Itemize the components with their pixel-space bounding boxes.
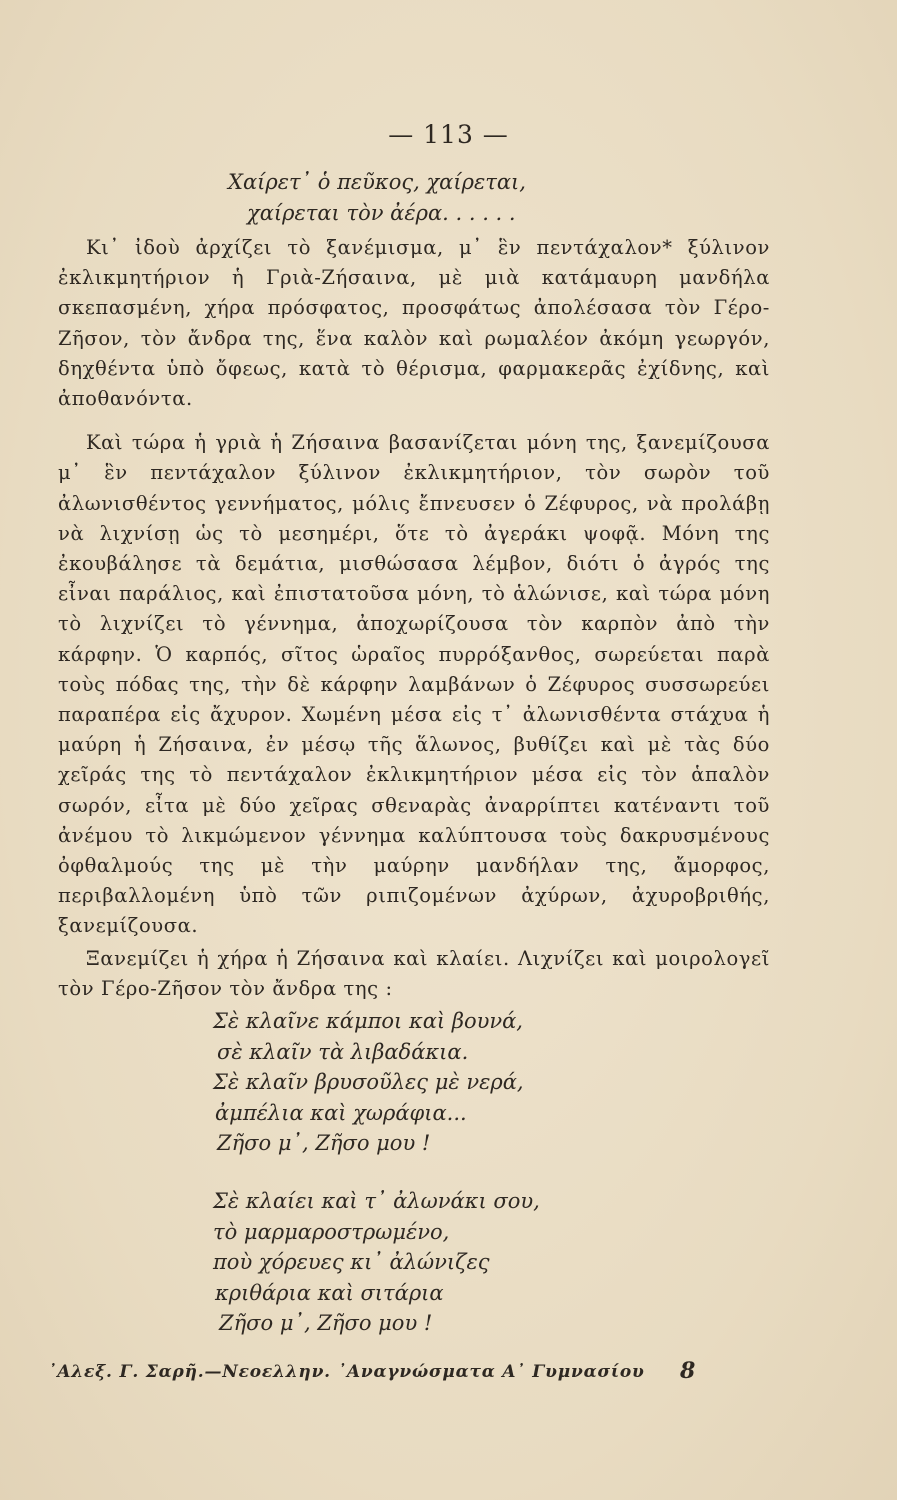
stanza-1-line-3: Σὲ κλαῖν βρυσοῦλες μὲ νερά,	[213, 1070, 524, 1094]
paragraph-1: Κι᾽ ἰδοὺ ἀρχίζει τὸ ξανέμισμα, μ᾽ ἓν πεντάχαλον* ξύλινον ἐκλικμητήριον ἡ Γριὰ-Ζήσαινα, μὲ μιὰ κατάμαυρη μανδήλα σκεπασμένη, χήρα πρόσφατος, προσφάτως ἀπολέσασα τὸν Γέρο-Ζῆσον, τὸν ἄνδρα της, ἕνα καλὸν καὶ ρωμαλέον ἀκόμη γεωργόν, δηχθέντα ὑπὸ ὄφεως, κατὰ τὸ θέρισμα, φαρμακερᾶς ἐχίδνης, καὶ ἀποθανόντα.	[58, 236, 770, 411]
stanza-1-line-2: σὲ κλαῖν τὰ λιβαδάκια.	[217, 1039, 469, 1064]
stanza-2-line-4: κριθάρια καὶ σιτάρια	[215, 1280, 444, 1305]
stanza-2-line-5: Ζῆσο μ᾽, Ζῆσο μου !	[219, 1311, 433, 1335]
stanza-2-line-3: ποὺ χόρευες κι᾽ ἀλώνιζες	[213, 1250, 490, 1274]
opening-verse-line-2: χαίρεται τὸν ἀέρα. . . . . .	[247, 201, 516, 225]
stanza-1-line-4: ἀμπέλια καὶ χωράφια...	[215, 1100, 467, 1125]
stanza-2-line-2: τὸ μαρμαροστρωμένο,	[213, 1219, 450, 1244]
stanza-1-line-1: Σὲ κλαῖνε κάμποι καὶ βουνά,	[213, 1009, 523, 1033]
stanza-1-line-5: Ζῆσο μ᾽, Ζῆσο μου !	[217, 1131, 431, 1155]
footer-signature: 8	[680, 1358, 696, 1384]
stanza-2-line-1: Σὲ κλαίει καὶ τ᾽ ἀλωνάκι σου,	[213, 1189, 540, 1213]
footer-citation: ᾽Αλεξ. Γ. Σαρῆ.—Νεοελλην. ᾽Αναγνώσματα Α᾽ Γυμνασίου	[48, 1362, 645, 1382]
paragraph-3: Ξανεμίζει ἡ χήρα ἡ Ζήσαινα καὶ κλαίει. Λιχνίζει καὶ μοιρολογεῖ τὸν Γέρο-Ζῆσον τὸν ἄνδρα της :	[58, 946, 770, 1000]
page-number: — 113 —	[388, 120, 509, 149]
lament-stanza-2	[213, 1186, 540, 1339]
lament-stanza-1	[213, 1006, 524, 1159]
opening-verse-line-1: Χαίρετ᾽ ὁ πεῦκος, χαίρεται,	[228, 170, 526, 194]
prose-block	[58, 233, 770, 1004]
paragraph-2: Καὶ τώρα ἡ γριὰ ἡ Ζήσαινα βασανίζεται μόνη της, ξανεμίζουσα μ᾽ ἓν πεντάχαλον ξύλινον ἐκλικμητήριον, τὸν σωρὸν τοῦ ἀλωνισθέντος γεννήματος, μόλις ἔπνευσεν ὁ Ζέφυρος, νὰ προλάβῃ νὰ λιχνίσῃ ὡς τὸ μεσημέρι, ὅτε τὸ ἀγεράκι ψοφᾷ. Μόνη της ἐκουβάλησε τὰ δεμάτια, μισθώσασα λέμβον, διότι ὁ ἀγρός της εἶναι παράλιος, καὶ ἐπιστατοῦσα μόνη, τὸ ἁλώνισε, καὶ τώρα μόνη τὸ λιχνίζει τὸ γέννημα, ἀποχωρίζουσα τὸν καρπὸν ἀπὸ τὴν κάρφην. Ὁ καρπός, σῖτος ὡραῖος πυρρόξανθος, σωρεύεται παρὰ τοὺς πόδας της, τὴν δὲ κάρφην λαμβάνων ὁ Ζέφυρος συσσωρεύει παραπέρα εἰς ἄχυρον. Χωμένη μέσα εἰς τ᾽ ἀλωνισθέντα στάχυα ἡ μαύρη ἡ Ζήσαινα, ἐν μέσῳ τῆς ἅλωνος, βυθίζει καὶ μὲ τὰς δύο χεῖράς της τὸ πεντάχαλον ἐκλικμητήριον μέσα εἰς τὸν ἁπαλὸν σωρόν, εἶτα μὲ δύο χεῖρας σθεναρὰς ἀναρρίπτει κατέναντι τοῦ ἀνέμου τὸ λικμώμενον γέννημα καλύπτουσα τοὺς δακρυσμένους ὀφθαλμούς της μὲ τὴν μαύρην μανδήλαν της, ἄμορφος, περιβαλλομένη ὑπὸ τῶν ριπιζομένων ἀχύρων, ἀχυροβριθής, ξανεμίζουσα.	[58, 431, 770, 938]
